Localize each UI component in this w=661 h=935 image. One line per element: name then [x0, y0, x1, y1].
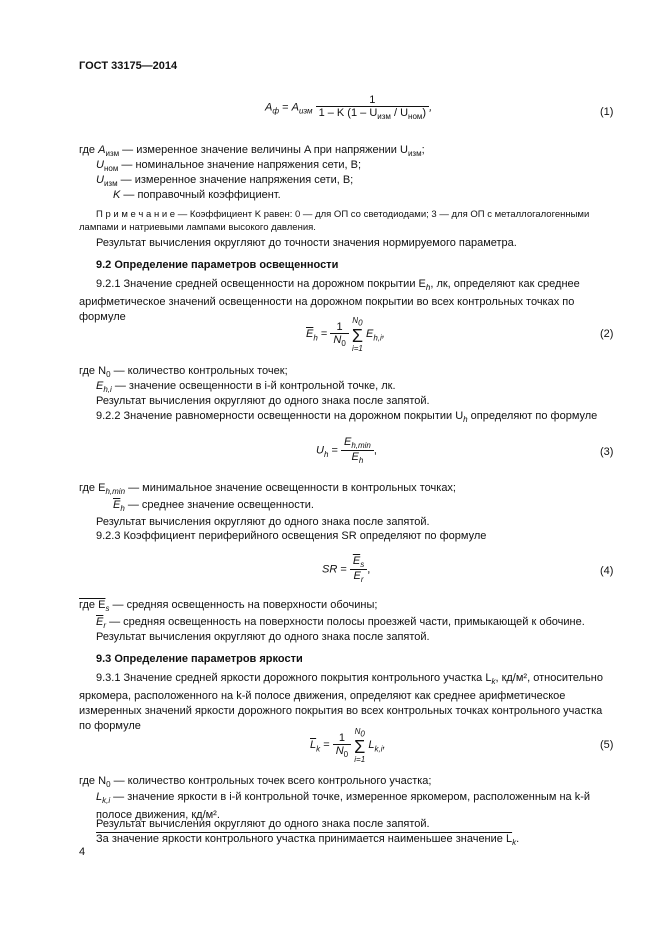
where-line: $U_{ном}$ — номинальное значение напряжения сети, В;: [96, 159, 362, 174]
where-line: где $N_0$ — количество контрольных точек;: [79, 365, 288, 380]
section-heading: 9.3 Определение параметров яркости: [96, 653, 303, 665]
note: П р и м е ч а н и е — Коэффициент K равен: 0 — для ОП со светодиодами; 3 — для ОП с металлогалогенными лампами и натриевыми лампами высокого давления.: [79, 209, 590, 233]
where-line: где $E_{h,min}$ — минимальное значение освещенности в контрольных точках;: [79, 482, 456, 497]
page-number: 4: [79, 846, 86, 858]
paragraph: Результат вычисления округляют до точности значения нормируемого параметра.: [96, 237, 517, 249]
paragraph: 9.2.3 Коэффициент периферийного освещения SR определяют по формуле: [96, 530, 487, 542]
equation-number: (3): [600, 446, 614, 458]
equation-3: $U_h$ = $\frac{E_{h,min}}{\overline{E}_h}$ ,: [316, 436, 377, 466]
where-line: $U_{изм}$ — измеренное значение напряжения сети, В;: [96, 174, 354, 189]
paragraph: Результат вычисления округляют до одного знака после запятой.: [96, 395, 430, 407]
equation-number: (4): [600, 565, 614, 577]
paragraph: За значение яркости контрольного участка принимается наименьшее значение $L_k$.: [96, 833, 520, 848]
where-line: где $E_s$ — средняя освещенность на поверхности обочины;: [79, 599, 378, 614]
paragraph: Результат вычисления округляют до одного знака после запятой.: [96, 631, 430, 643]
where-line: $\overline{E}_r$ — средняя освещенность на поверхности полосы проезжей части, примыкающей к обочине.: [96, 616, 585, 631]
equation-number: (5): [600, 739, 614, 751]
equation-5: $\overline{L}_k$ = $\frac{1}{N_0}$ $N_0$ Σ i=1 $L_{k,i}$,: [310, 727, 386, 764]
document-header: ГОСТ 33175—2014: [79, 60, 178, 72]
equation-4: SR = $\frac{\overline{E}_s}{\overline{E}_r}$ ,: [322, 555, 371, 585]
section-heading: 9.2 Определение параметров освещенности: [96, 259, 339, 271]
paragraph: Результат вычисления округляют до одного знака после запятой.: [96, 818, 430, 830]
where-line: $\overline{E}_h$ — среднее значение освещенности.: [113, 499, 314, 514]
equation-2: $\overline{E}_h$ = $\frac{1}{N_0}$ $N_0$ Σ i=1 $E_{h,i}$,: [306, 316, 385, 353]
where-line: где $A_{изм}$ — измеренное значение величины A при напряжении $U_{изм}$;: [79, 144, 425, 159]
paragraph: 9.2.2 Значение равномерности освещенности на дорожном покрытии $U_h$ определяют по формуле: [96, 410, 598, 425]
paragraph: 9.3.1 Значение средней яркости дорожного покрытия контрольного участка $L_k$, кд/м², относительно яркомера, расположенного на k-й полосе движения, определяют как среднее арифметическое измеренных значений яркости дорожного покрытия во всех контрольных точках контрольного участка по формуле: [79, 672, 603, 733]
where-line: $E_{h,i}$ — значение освещенности в i-й контрольной точке, лк.: [96, 380, 396, 395]
paragraph: 9.2.1 Значение средней освещенности на дорожном покрытии $E_h$, лк, определяют как среднее арифметическое значений освещенности на дорожном покрытии во всех контрольных точках по формуле: [79, 278, 580, 324]
paragraph: Результат вычисления округляют до одного знака после запятой.: [96, 516, 430, 528]
where-line: K — поправочный коэффициент.: [113, 189, 281, 201]
equation-number: (1): [600, 106, 614, 118]
equation-number: (2): [600, 328, 614, 340]
equation-1: $A_ф = A_{изм}$ $\frac{1}{1 - K (1 - U_{изм} / U_{ном})}$ ,: [265, 94, 433, 122]
where-line: где $N_0$ — количество контрольных точек всего контрольного участка;: [79, 775, 432, 790]
where-line: $L_{k,i}$ — значение яркости в i-й контрольной точке, измеренное яркомером, расположенным на k-й полосе движения, кд/м².: [96, 791, 591, 822]
